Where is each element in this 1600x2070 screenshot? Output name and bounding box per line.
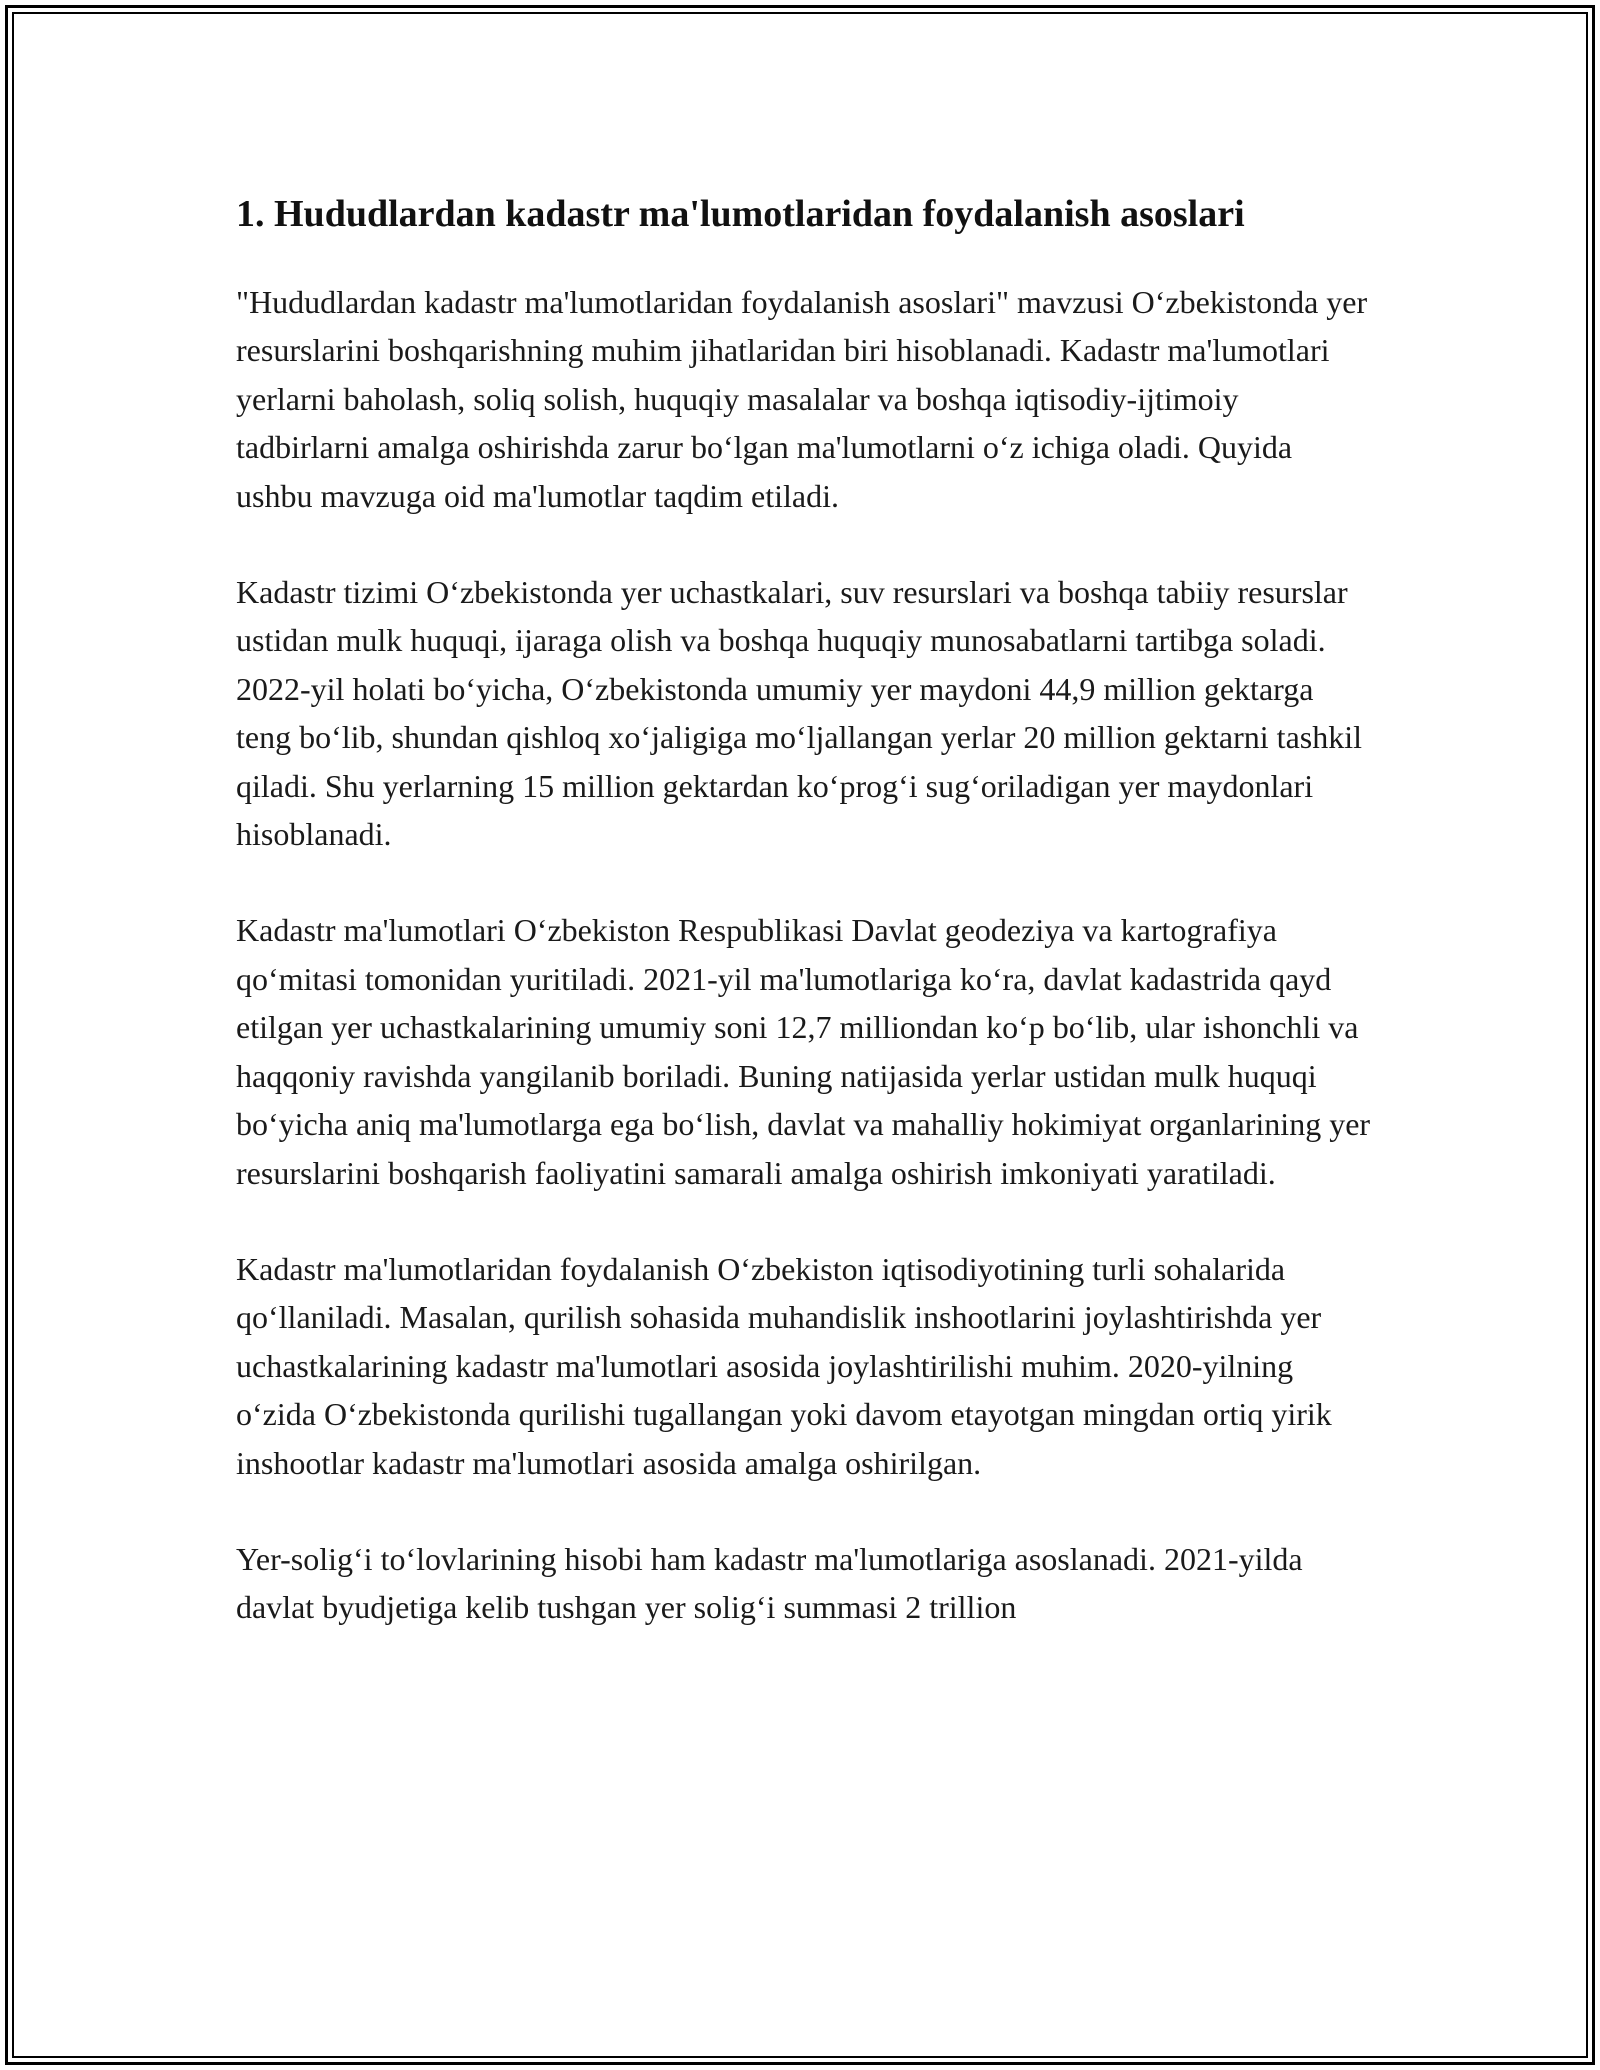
paragraph-cadastre-usage: Kadastr ma'lumotlaridan foydalanish O‘zbekiston iqtisodiyotining turli sohalarida qo‘llaniladi. Masalan, qurilish sohasida muhandislik inshootlarini joylashtirishda yer uchastkalarining kadastr ma'lumotlari asosida joylashtirilishi muhim. 2020-yilning o‘zida O‘zbekistonda qurilishi tugallangan yoki davom etayotgan mingdan ortiq yirik inshootlar kadastr ma'lumotlari asosida amalga oshirilgan.	[236, 1250, 1332, 1481]
paragraph-land-tax: Yer-solig‘i to‘lovlarining hisobi ham kadastr ma'lumotlariga asoslanadi. 2021-yilda davlat byudjetiga kelib tushgan yer solig‘i summasi 2 trillion	[236, 1540, 1303, 1626]
document-content	[236, 186, 1376, 1680]
paragraph-cadastre-records: Kadastr ma'lumotlari O‘zbekiston Respublikasi Davlat geodeziya va kartografiya qo‘mitasi tomonidan yuritiladi. 2021-yil ma'lumotlariga ko‘ra, davlat kadastrida qayd etilgan yer uchastkalarining umumiy soni 12,7 milliondan ko‘p bo‘lib, ular ishonchli va haqqoniy ravishda yangilanib boriladi. Buning natijasida yerlar ustidan mulk huquqi bo‘yicha aniq ma'lumotlarga ega bo‘lish, davlat va mahalliy hokimiyat organlarining yer resurslarini boshqarish faoliyatini samarali amalga oshirish imkoniyati yaratiladi.	[236, 912, 1371, 1191]
section-heading: 1. Hududlardan kadastr ma'lumotlaridan foydalanish asoslari	[236, 193, 1245, 235]
paragraph-intro: "Hududlardan kadastr ma'lumotlaridan foydalanish asoslari" mavzusi O‘zbekistonda yer resurslarini boshqarishning muhim jihatlaridan biri hisoblanadi. Kadastr ma'lumotlari yerlarni baholash, soliq solish, huquqiy masalalar va boshqa iqtisodiy-ijtimoiy tadbirlarni amalga oshirishda zarur bo‘lgan ma'lumotlarni o‘z ichiga oladi. Quyida ushbu mavzuga oid ma'lumotlar taqdim etiladi.	[236, 284, 1368, 514]
paragraph-cadastre-system: Kadastr tizimi O‘zbekistonda yer uchastkalari, suv resurslari va boshqa tabiiy resurslar ustidan mulk huquqi, ijaraga olish va boshqa huquqiy munosabatlarni tartibga soladi. 2022-yil holati bo‘yicha, O‘zbekistonda umumiy yer maydoni 44,9 million gektarga teng bo‘lib, shundan qishloq xo‘jaligiga mo‘ljallangan yerlar 20 million gektarni tashkil qiladi. Shu yerlarning 15 million gektardan ko‘prog‘i sug‘oriladigan yer maydonlari hisoblanadi.	[236, 574, 1362, 853]
